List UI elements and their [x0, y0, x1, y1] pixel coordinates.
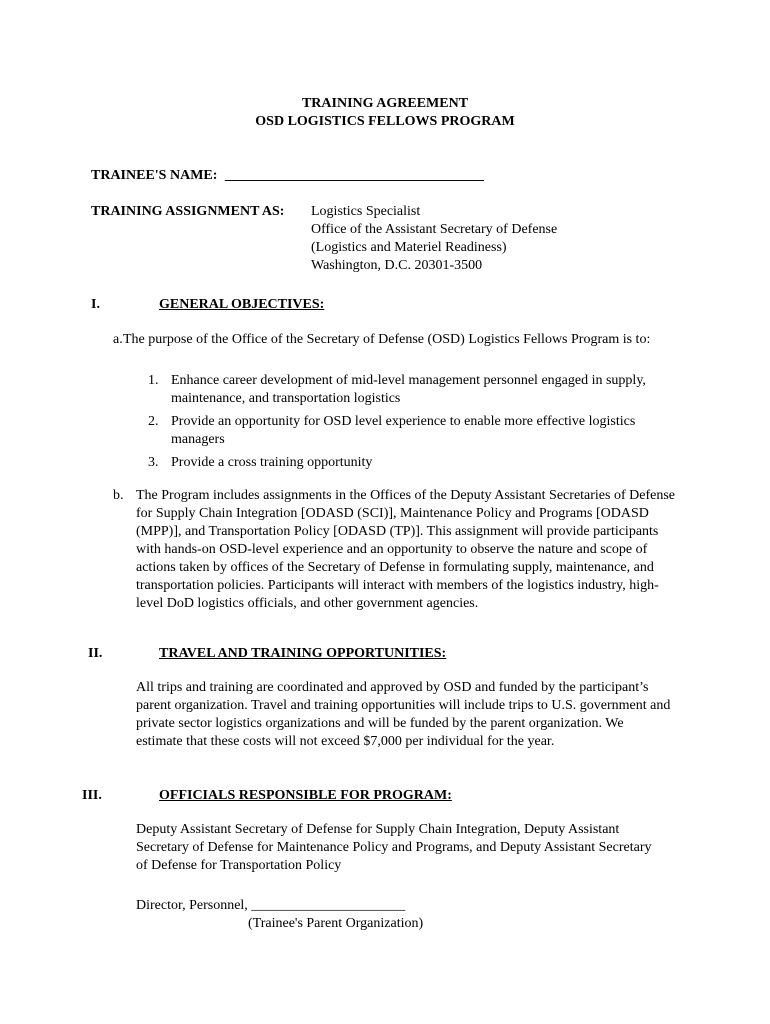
trainee-name-row [91, 167, 484, 185]
section-heading: GENERAL OBJECTIVES: [159, 297, 325, 312]
item-marker: b. [113, 488, 124, 503]
director-label: Director, Personnel, [136, 898, 248, 913]
section-heading: OFFICIALS RESPONSIBLE FOR PROGRAM: [159, 788, 452, 803]
director-blank: ______________________ [251, 898, 406, 913]
paragraph-text: The purpose of the Office of the Secretary of Defense (OSD) Logistics Fellows Program is to: [123, 332, 651, 347]
officials-paragraph: Deputy Assistant Secretary of Defense for Supply Chain Integration, Deputy Assistant Secretary of Defense for Maintenance Policy and Programs, and Deputy Assistant Secretary of Defense for Transportation Policy [136, 822, 652, 873]
document-subtitle: OSD LOGISTICS FELLOWS PROGRAM [255, 114, 515, 129]
list-item-marker: 3. [148, 455, 159, 470]
assignment-address [311, 203, 731, 275]
section-number: III. [82, 788, 102, 803]
travel-paragraph: All trips and training are coordinated and approved by OSD and funded by the participant’s parent organization. Travel and training opportunities will include trips to U.S. government and private sector logistics organizations and will be funded by the parent organization. We estimate that these costs will not exceed $7,000 per individual for the year. [136, 680, 671, 749]
section-heading: TRAVEL AND TRAINING OPPORTUNITIES: [159, 646, 447, 661]
trainee-name-blank: _____________________________________ [224, 168, 484, 183]
section-number: II. [88, 646, 103, 661]
section-number: I. [91, 297, 100, 312]
list-item-text: Provide an opportunity for OSD level experience to enable more effective logistics managers [171, 414, 636, 447]
assignment-line: Washington, D.C. 20301-3500 [311, 258, 483, 273]
training-assignment-label: TRAINING ASSIGNMENT AS: [91, 204, 285, 219]
document-title: TRAINING AGREEMENT [301, 96, 469, 111]
list-item-marker: 1. [148, 373, 159, 388]
item-marker: a. [113, 332, 123, 347]
trainee-name-label: TRAINEE'S NAME: [91, 168, 218, 183]
director-signature-line [136, 897, 405, 915]
assignment-line: Office of the Assistant Secretary of Defense [311, 222, 558, 237]
list-item-text: Enhance career development of mid-level management personnel engaged in supply, maintenance, and transportation logistics [171, 373, 646, 406]
list-item-text: Provide a cross training opportunity [171, 455, 373, 470]
parent-organization-caption: (Trainee's Parent Organization) [248, 916, 424, 931]
paragraph-text: The Program includes assignments in the Offices of the Deputy Assistant Secretaries of Defense for Supply Chain Integration [ODASD (SCI)], Maintenance Policy and Programs [ODASD (MPP)], and Transportation Policy [ODASD (TP)]. This assignment will provide participants with hands-on OSD-level experience and an opportunity to observe the nature and scope of actions taken by offices of the Secretary of Defense in formulating supply, maintenance, and transportation policies. Participants will interact with members of the logistics industry, high-level DoD logistics officials, and other government agencies. [136, 488, 675, 611]
assignment-line: (Logistics and Materiel Readiness) [311, 240, 507, 255]
list-item-marker: 2. [148, 414, 159, 429]
assignment-line: Logistics Specialist [311, 204, 421, 219]
